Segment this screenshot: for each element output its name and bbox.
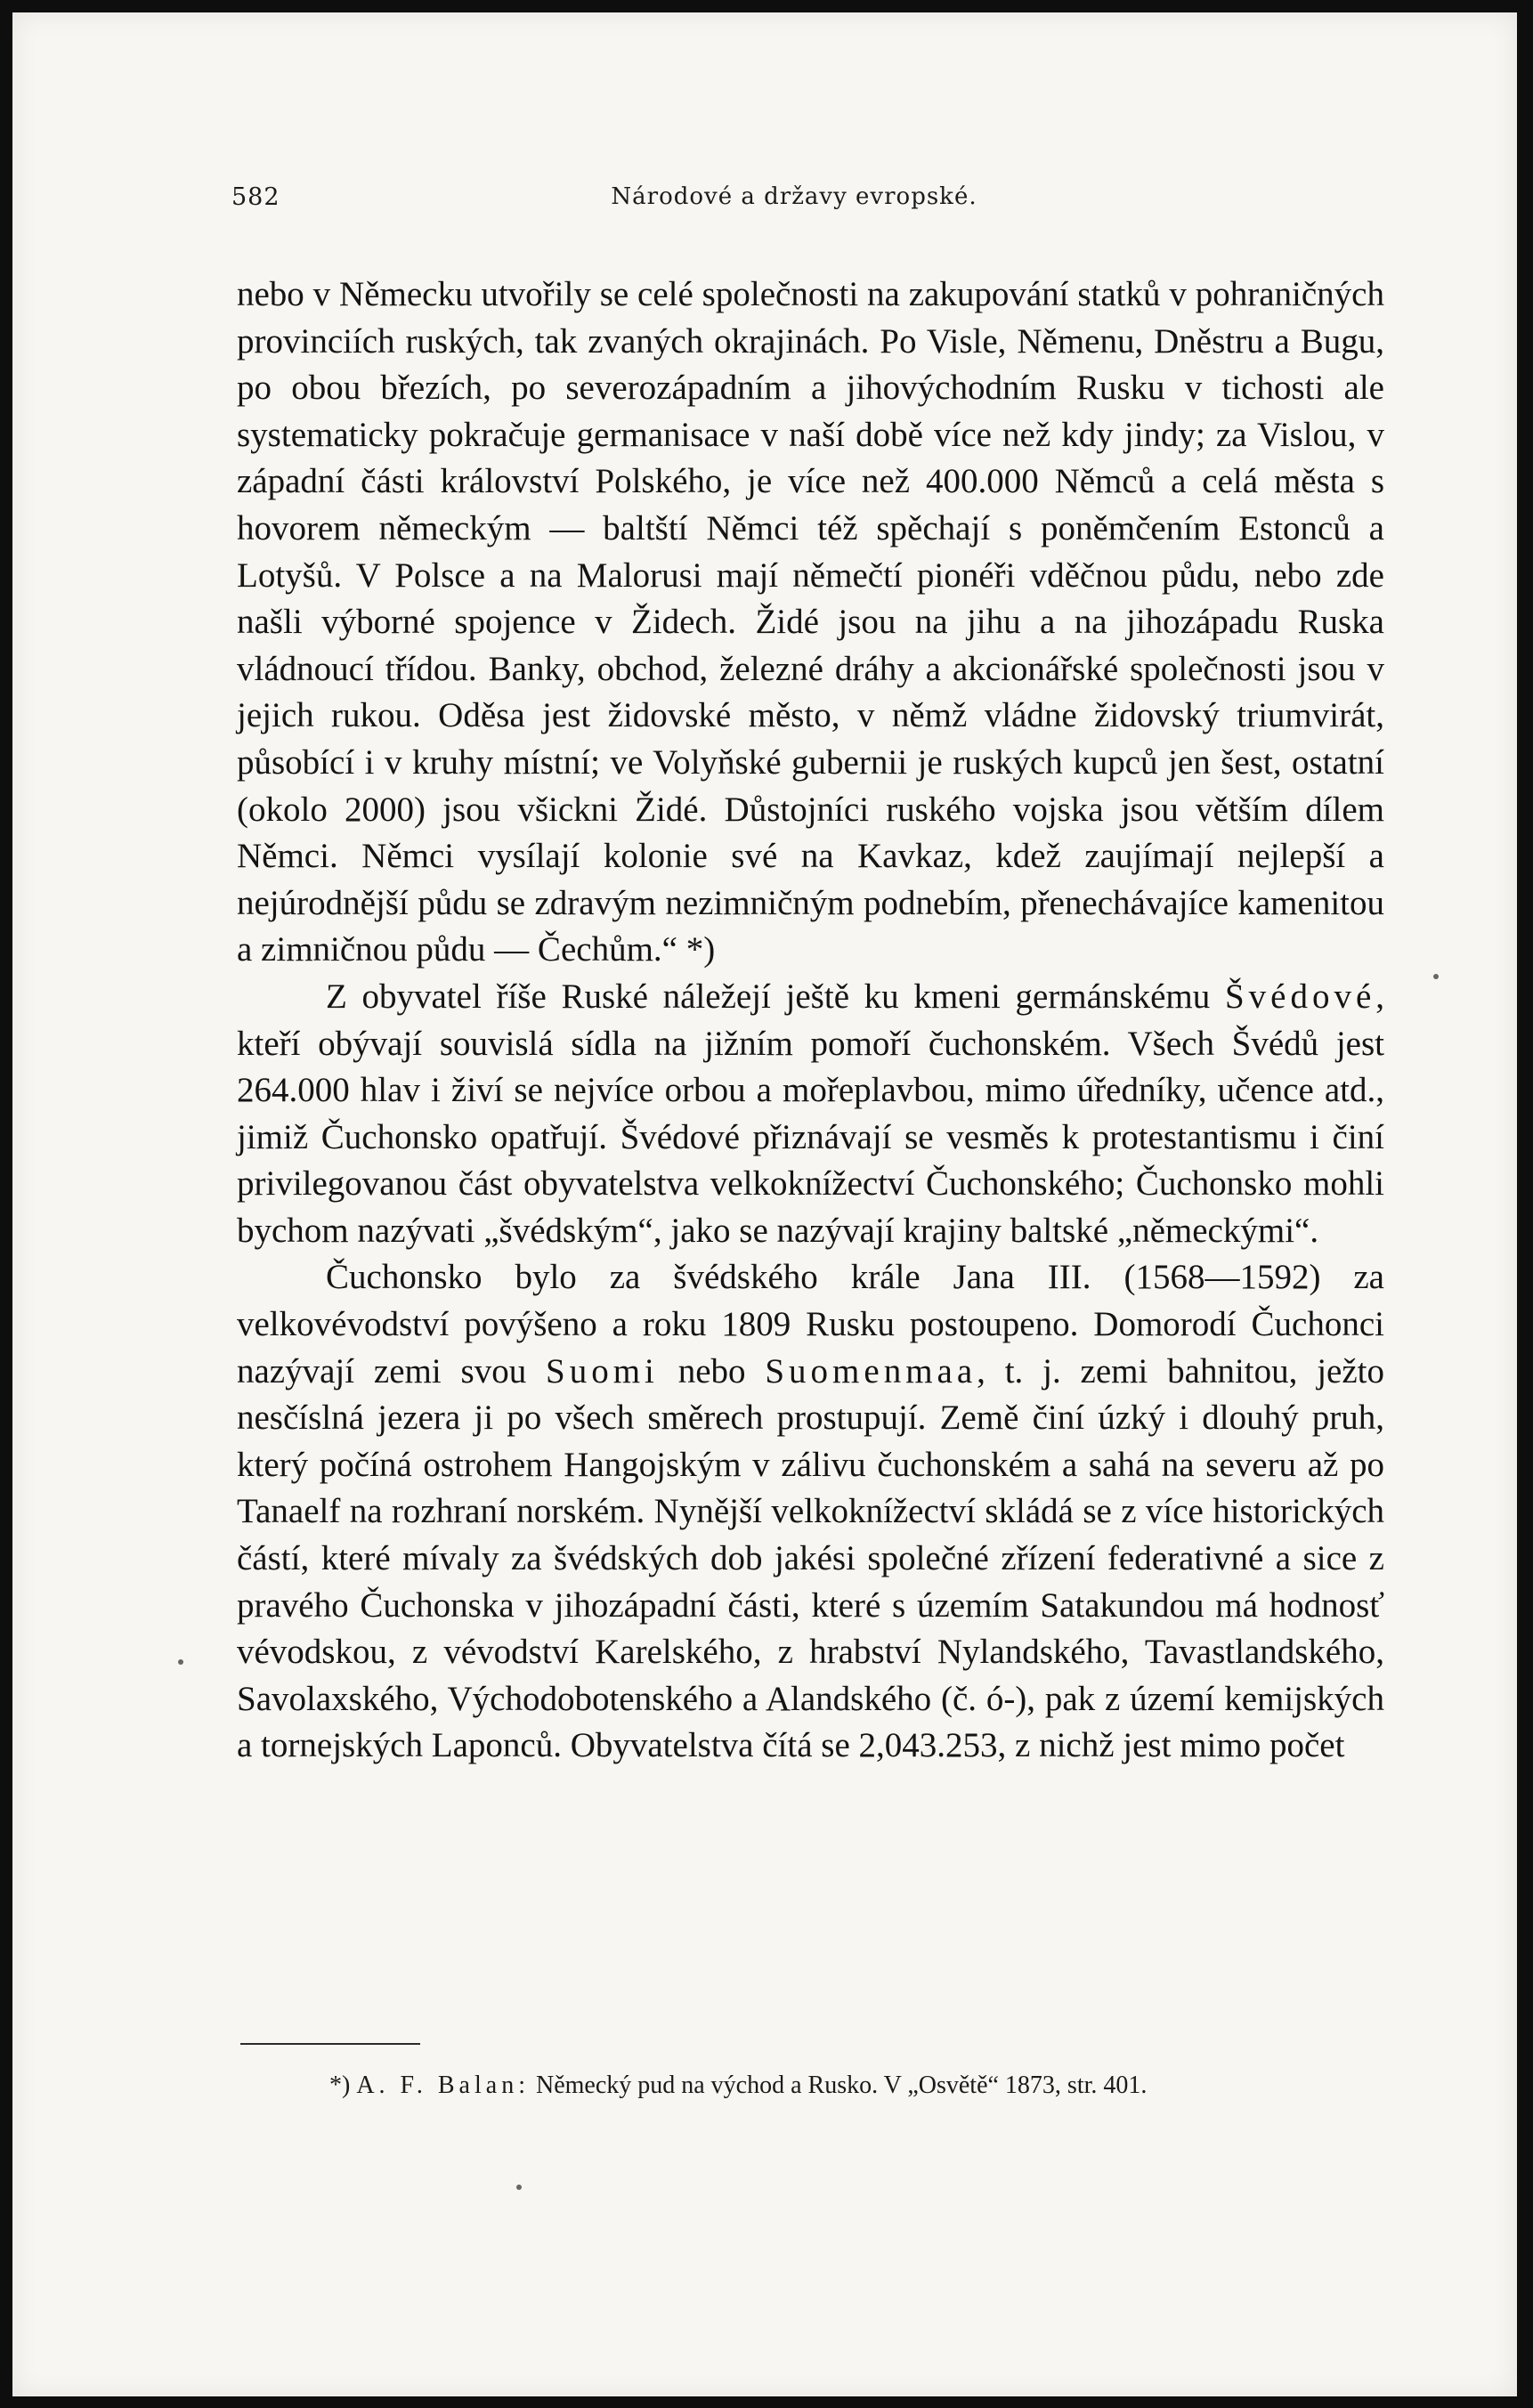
footnote-marker: *) bbox=[329, 2072, 357, 2099]
paragraph-3-conj: nebo bbox=[658, 1351, 766, 1390]
page-number: 582 bbox=[231, 183, 280, 211]
body-text bbox=[237, 272, 1384, 1770]
running-title: Národové a državy evropské. bbox=[611, 183, 977, 210]
footnote-text: Německý pud na východ a Rusko. V „Osvětě“ 1873, str. 401. bbox=[529, 2072, 1148, 2099]
spaced-term-svedove: Švédové bbox=[1224, 977, 1376, 1016]
paragraph-2-rest: , kteří obývají souvislá sídla na jižním pomoří čuchonském. Všech Švédů jest 264.000 hlav i živí se nejvíce orbou a mořeplavbou, mimo úředníky, učence atd., jimiž Čuchonsko opatřují. Švédové přiznávají se vesměs k protestantismu i činí privilegovanou část obyvatelstva velkoknížectví Čuchonského; Čuchonsko mohli bychom nazývati „švédským“, jako se nazývají krajiny baltské „německými“. bbox=[237, 977, 1384, 1250]
paragraph-3-rest: , t. j. zemi bahnitou, ježto nesčíslná jezera ji po všech směrech prostupují. Země činí úzký i dlouhý pruh, který počíná ostrohem Hangojským v zálivu čuchonském a sahá na severu až po Tanaelf na rozhraní norském. Nynější velkoknížectví skládá se z více historických částí, které mívaly za švédských dob jakési společné zřízení federativné a sice z pravého Čuchonska v jihozápadní části, které s územím Satakundou má hodnosť vévodskou, z vévodství Karelského, z hrabství Nylandského, Tavastlandského, Savolaxského, Východobotenského a Alandského (č. ó-), pak z území kemijských a tornejských Laponců. Obyvatelstva čítá se 2,043.253, z nichž jest mimo počet bbox=[237, 1351, 1384, 1765]
scan-speck bbox=[178, 1659, 183, 1665]
paragraph-1: nebo v Německu utvořily se celé společnosti na zakupování statků v pohraničných provinciích ruských, tak zvaných okrajinách. Po Visle, Němenu, Dněstru a Bugu, po obou březích, po severozápadním a jihovýchodním Rusku v tichosti ale systematicky pokračuje germanisace v naší době více než kdy jindy; za Vislou, v západní části království Polského, je více než 400.000 Němců a celá města s hovorem německým — baltští Němci též spěchají s poněmčením Estonců a Lotyšů. V Polsce a na Malorusi mají němečtí pionéři vděčnou půdu, nebo zde našli výborné spojence v Židech. Židé jsou na jihu a na jihozápadu Ruska vládnoucí třídou. Banky, obchod, železné dráhy a akcionářské společnosti jsou v jejich rukou. Oděsa jest židovské město, v němž vládne židovský triumvirát, působící i v kruhy místní; ve Volyňské gubernii je ruských kupců jen šest, ostatní (okolo 2000) jsou všickni Židé. Důstojníci ruského vojska jsou větším dílem Němci. Němci vysílají kolonie své na Kavkaz, kdež zaujímají nejlepší a nejúrodnější půdu se zdravým nezimničným podnebím, přenechávajíce kamenitou a zimničnou půdu — Čechům.“ *) bbox=[237, 275, 1384, 969]
paragraph-3 bbox=[237, 1254, 1384, 1770]
scan-speck bbox=[516, 2185, 522, 2190]
spaced-term-suomi: Suomi bbox=[546, 1351, 659, 1390]
paragraph-2 bbox=[237, 974, 1384, 1255]
paragraph-3-start: Čuchonsko bylo za švédského krále Jana III. (1568—1592) za velkovévodství povýšeno a roku 1809 Rusku postoupeno. Domorodí Čuchonci nazývají zemi svou bbox=[237, 1258, 1384, 1390]
paragraph-2-start: Z obyvatel říše Ruské náležejí ještě ku kmeni germánskému bbox=[326, 977, 1225, 1016]
footnote-divider bbox=[240, 2043, 420, 2045]
footnote-author: A. F. Balan: bbox=[356, 2072, 530, 2099]
footnote bbox=[329, 2070, 1385, 2102]
page-header bbox=[224, 183, 1364, 219]
spaced-term-suomenmaa: Suomenmaa bbox=[765, 1351, 977, 1390]
scan-speck bbox=[1433, 974, 1439, 979]
